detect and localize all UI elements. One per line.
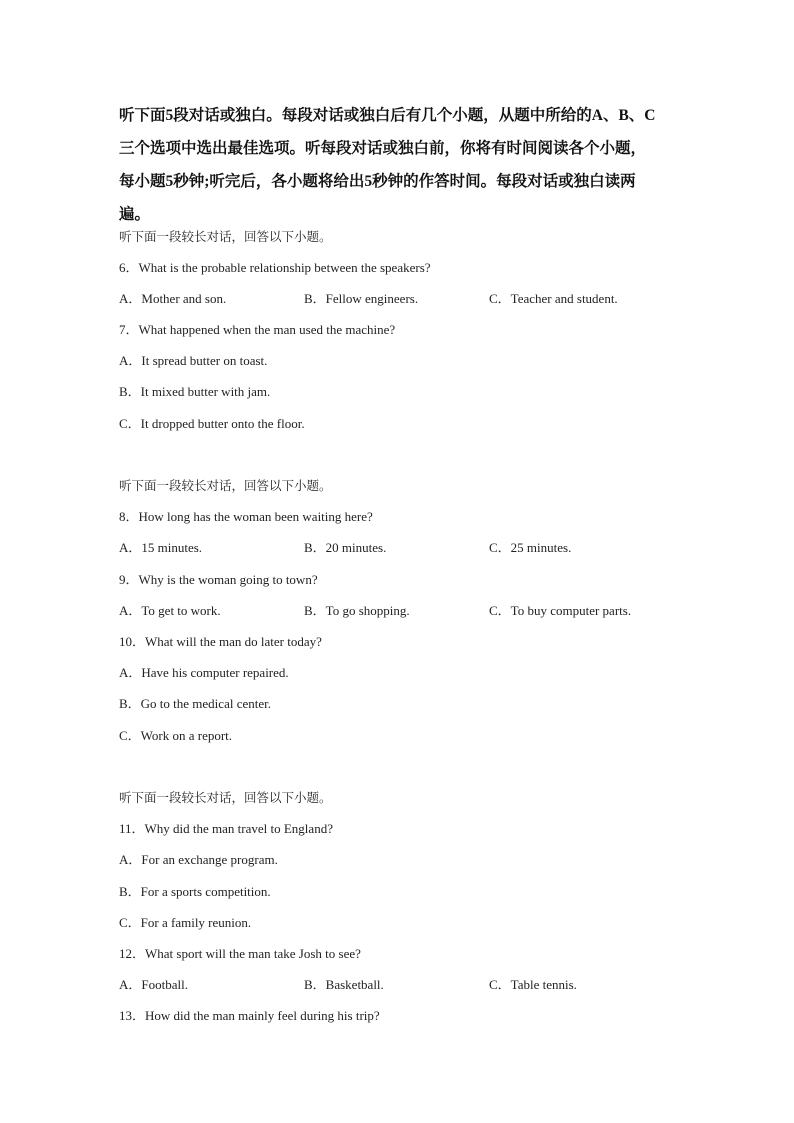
section-heading: 听下面一段较长对话，回答以下小题。 — [119, 790, 332, 805]
instructions-line: 遍。 — [119, 206, 151, 223]
answer-option: C．For a family reunion. — [119, 915, 252, 930]
instructions-line: 听下面5段对话或独白。每段对话或独白后有几个小题，从题中所给的A、B、C — [119, 107, 656, 124]
question-text: 12．What sport will the man take Josh to see? — [119, 946, 361, 961]
answer-option: B．20 minutes. — [304, 540, 387, 555]
section-heading: 听下面一段较长对话，回答以下小题。 — [119, 478, 332, 493]
answer-option: A．It spread butter on toast. — [119, 353, 268, 368]
answer-option: A．Have his computer repaired. — [119, 665, 289, 680]
answer-option: C．Table tennis. — [489, 977, 577, 992]
answer-option: B．Basketball. — [304, 977, 384, 992]
answer-option: C．Teacher and student. — [489, 291, 618, 306]
question-text: 13．How did the man mainly feel during his trip? — [119, 1008, 380, 1023]
instructions-block — [119, 99, 709, 231]
answer-option: C．25 minutes. — [489, 540, 572, 555]
answer-option: A．Football. — [119, 977, 188, 992]
question-text: 11．Why did the man travel to England? — [119, 821, 333, 836]
section-heading: 听下面一段较长对话，回答以下小题。 — [119, 229, 332, 244]
instructions-line: 每小题5秒钟;听完后，各小题将给出5秒钟的作答时间。每段对话或独白读两 — [119, 173, 636, 190]
answer-option: A．Mother and son. — [119, 291, 227, 306]
question-text: 7．What happened when the man used the machine? — [119, 322, 396, 337]
answer-option: B．Fellow engineers. — [304, 291, 419, 306]
answer-option: B．For a sports competition. — [119, 884, 271, 899]
answer-option: B．Go to the medical center. — [119, 696, 271, 711]
answer-option: C．It dropped butter onto the floor. — [119, 416, 305, 431]
answer-option: B．To go shopping. — [304, 603, 410, 618]
answer-option: C．Work on a report. — [119, 728, 233, 743]
answer-option: A．15 minutes. — [119, 540, 203, 555]
answer-option: C．To buy computer parts. — [489, 603, 632, 618]
question-text: 6．What is the probable relationship between the speakers? — [119, 260, 431, 275]
answer-option: B．It mixed butter with jam. — [119, 384, 271, 399]
answer-option: A．To get to work. — [119, 603, 221, 618]
answer-option: A．For an exchange program. — [119, 852, 278, 867]
question-text: 8．How long has the woman been waiting here? — [119, 509, 373, 524]
question-text: 10．What will the man do later today? — [119, 634, 322, 649]
instructions-line: 三个选项中选出最佳选项。听每段对话或独白前，你将有时间阅读各个小题， — [119, 140, 647, 157]
question-text: 9．Why is the woman going to town? — [119, 572, 318, 587]
